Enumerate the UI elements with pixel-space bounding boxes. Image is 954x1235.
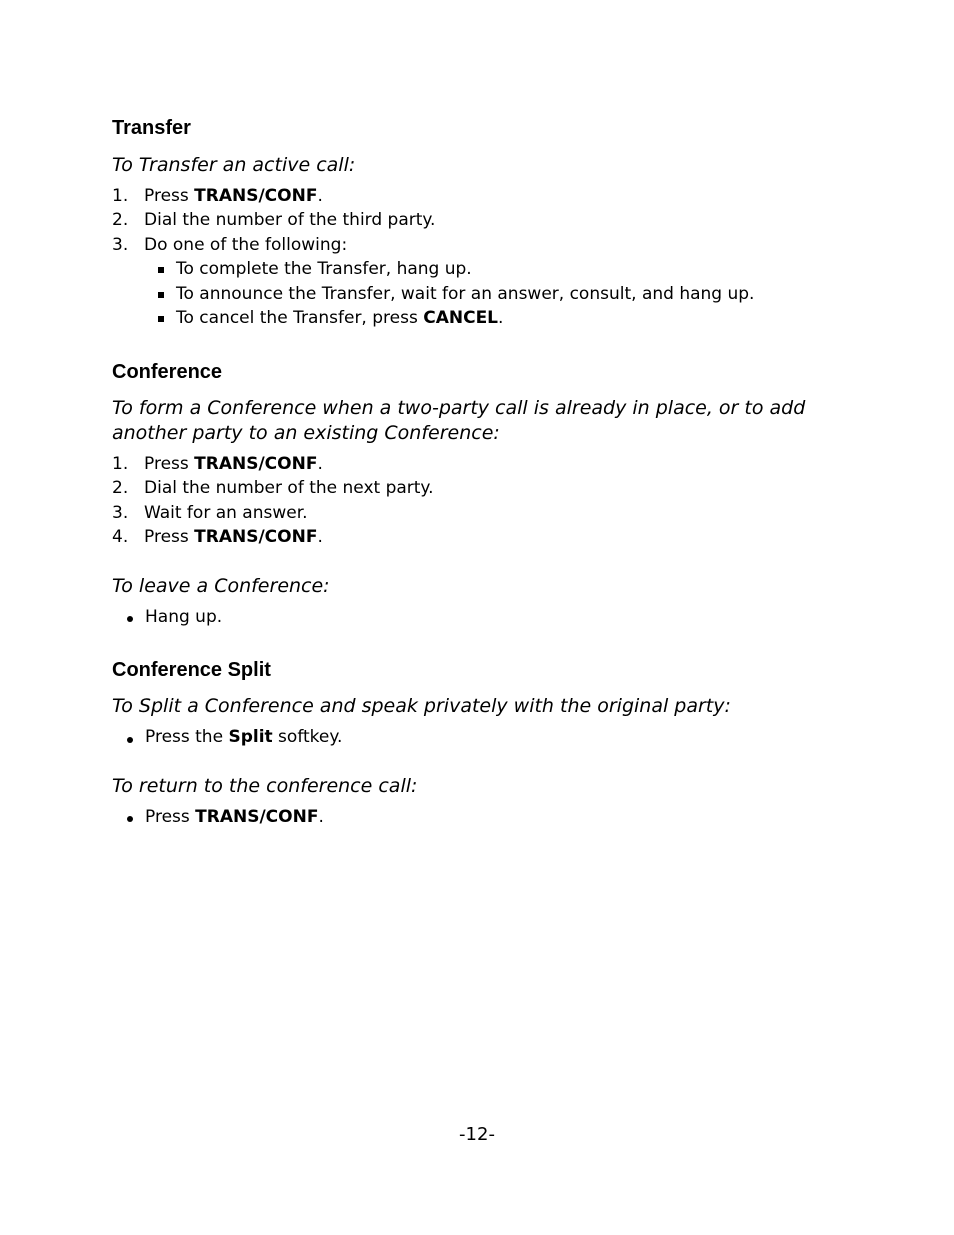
square-bullet-icon: [158, 267, 164, 273]
step-number: 1.: [112, 186, 129, 206]
key-label: TRANS/CONF: [194, 527, 318, 547]
round-bullet-icon: [127, 816, 133, 822]
sub-list-item: To announce the Transfer, wait for an answer, consult, and hang up.: [176, 284, 755, 304]
key-label: CANCEL: [423, 308, 499, 328]
section-heading-conference-split: Conference Split: [112, 659, 271, 681]
sub-list-item: To complete the Transfer, hang up.: [176, 259, 472, 279]
square-bullet-icon: [158, 316, 164, 322]
step-text: Press TRANS/CONF.: [144, 454, 323, 474]
step-number: 2.: [112, 478, 129, 498]
step-number: 1.: [112, 454, 129, 474]
section-heading-transfer: Transfer: [112, 117, 191, 139]
step-number: 4.: [112, 527, 129, 547]
round-bullet-icon: [127, 737, 133, 743]
step-text: Press TRANS/CONF.: [144, 527, 323, 547]
step-number: 3.: [112, 235, 129, 255]
step-number: 3.: [112, 503, 129, 523]
page-number: -12-: [459, 1124, 495, 1145]
list-item: Press the Split softkey.: [145, 727, 343, 747]
round-bullet-icon: [127, 616, 133, 622]
step-text: Dial the number of the third party.: [144, 210, 436, 230]
square-bullet-icon: [158, 292, 164, 298]
return-conference-intro: To return to the conference call:: [112, 775, 418, 797]
key-label: TRANS/CONF: [194, 454, 318, 474]
step-text: Press TRANS/CONF.: [144, 186, 323, 206]
leave-conference-intro: To leave a Conference:: [112, 575, 330, 597]
conference-intro: To form a Conference when a two-party call is already in place, or to add another party to an existing Conference:: [112, 397, 806, 444]
key-label: TRANS/CONF: [194, 186, 318, 206]
step-number: 2.: [112, 210, 129, 230]
section-heading-conference: Conference: [112, 361, 223, 383]
key-label: TRANS/CONF: [195, 807, 319, 827]
list-item: Hang up.: [145, 607, 223, 627]
sub-list-item: To cancel the Transfer, press CANCEL.: [176, 308, 504, 328]
key-label: Split: [228, 727, 273, 747]
list-item: Press TRANS/CONF.: [145, 807, 324, 827]
transfer-intro: To Transfer an active call:: [112, 154, 356, 176]
step-text: Wait for an answer.: [144, 503, 308, 523]
split-intro: To Split a Conference and speak privately with the original party:: [112, 695, 731, 717]
step-text: Do one of the following:: [144, 235, 348, 255]
step-text: Dial the number of the next party.: [144, 478, 434, 498]
